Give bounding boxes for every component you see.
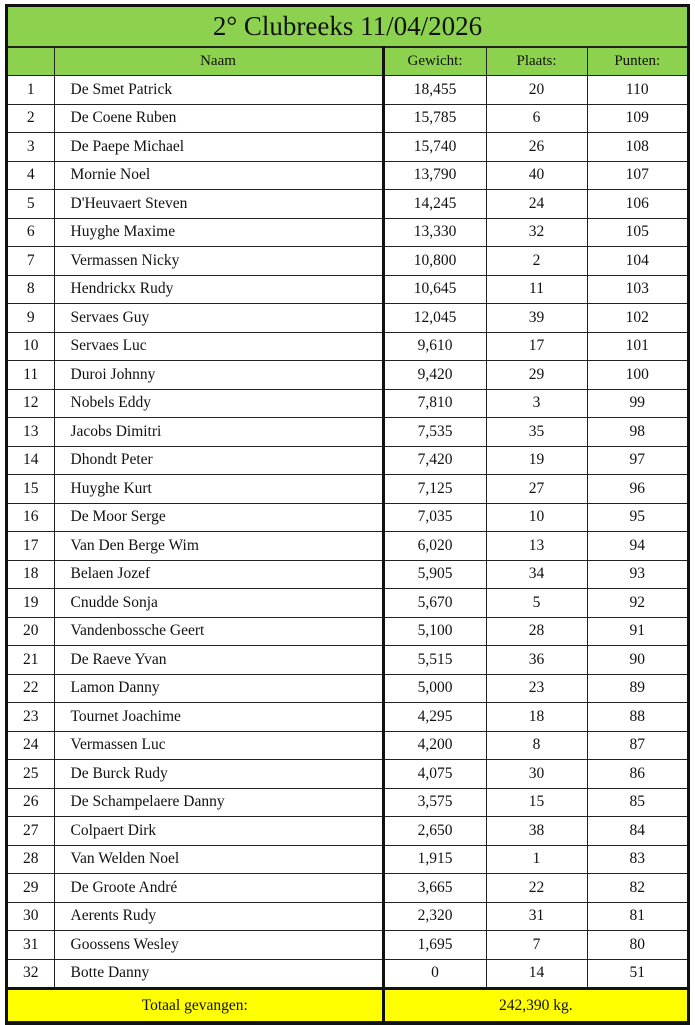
table-row <box>8 76 687 105</box>
place-cell: 30 <box>486 760 587 789</box>
rank-cell: 31 <box>8 931 54 960</box>
points-cell: 81 <box>587 902 687 931</box>
rank-cell: 5 <box>8 190 54 219</box>
name-cell: Colpaert Dirk <box>54 817 383 846</box>
rank-cell: 27 <box>8 817 54 846</box>
table-row <box>8 446 687 475</box>
name-cell: Tournet Joachime <box>54 703 383 732</box>
weight-cell: 4,075 <box>383 760 486 789</box>
rank-cell: 1 <box>8 76 54 105</box>
weight-cell: 1,915 <box>383 845 486 874</box>
place-cell: 15 <box>486 788 587 817</box>
points-cell: 90 <box>587 646 687 675</box>
place-cell: 24 <box>486 190 587 219</box>
place-cell: 2 <box>486 247 587 276</box>
points-cell: 87 <box>587 731 687 760</box>
table-row <box>8 161 687 190</box>
weight-cell: 7,125 <box>383 475 486 504</box>
name-cell: Van Welden Noel <box>54 845 383 874</box>
points-cell: 92 <box>587 589 687 618</box>
weight-cell: 1,695 <box>383 931 486 960</box>
place-cell: 8 <box>486 731 587 760</box>
table-row <box>8 959 687 989</box>
name-cell: D'Heuvaert Steven <box>54 190 383 219</box>
place-cell: 23 <box>486 674 587 703</box>
weight-cell: 4,295 <box>383 703 486 732</box>
place-cell: 19 <box>486 446 587 475</box>
place-cell: 28 <box>486 617 587 646</box>
weight-cell: 2,320 <box>383 902 486 931</box>
table-row <box>8 674 687 703</box>
column-header-row <box>8 47 687 76</box>
table-row <box>8 931 687 960</box>
name-cell: De Raeve Yvan <box>54 646 383 675</box>
name-cell: Mornie Noel <box>54 161 383 190</box>
total-row <box>8 989 687 1022</box>
rank-cell: 15 <box>8 475 54 504</box>
rank-cell: 14 <box>8 446 54 475</box>
table-row <box>8 275 687 304</box>
place-cell: 20 <box>486 76 587 105</box>
points-cell: 101 <box>587 332 687 361</box>
points-cell: 105 <box>587 218 687 247</box>
name-cell: Huyghe Maxime <box>54 218 383 247</box>
points-cell: 85 <box>587 788 687 817</box>
place-cell: 7 <box>486 931 587 960</box>
weight-cell: 9,420 <box>383 361 486 390</box>
weight-cell: 18,455 <box>383 76 486 105</box>
weight-cell: 3,665 <box>383 874 486 903</box>
results-body <box>8 76 687 989</box>
rank-cell: 20 <box>8 617 54 646</box>
rank-cell: 17 <box>8 532 54 561</box>
name-cell: Jacobs Dimitri <box>54 418 383 447</box>
weight-cell: 2,650 <box>383 817 486 846</box>
place-cell: 10 <box>486 503 587 532</box>
place-cell: 40 <box>486 161 587 190</box>
weight-cell: 10,645 <box>383 275 486 304</box>
rank-cell: 32 <box>8 959 54 989</box>
place-cell: 1 <box>486 845 587 874</box>
rank-cell: 6 <box>8 218 54 247</box>
place-cell: 11 <box>486 275 587 304</box>
rank-cell: 21 <box>8 646 54 675</box>
place-cell: 38 <box>486 817 587 846</box>
name-cell: De Smet Patrick <box>54 76 383 105</box>
table-row <box>8 218 687 247</box>
rank-cell: 29 <box>8 874 54 903</box>
table-row <box>8 589 687 618</box>
points-cell: 89 <box>587 674 687 703</box>
place-cell: 31 <box>486 902 587 931</box>
table-row <box>8 190 687 219</box>
points-cell: 95 <box>587 503 687 532</box>
total-label: Totaal gevangen: <box>8 989 383 1022</box>
table-row <box>8 703 687 732</box>
points-cell: 104 <box>587 247 687 276</box>
weight-cell: 13,790 <box>383 161 486 190</box>
points-cell: 93 <box>587 560 687 589</box>
name-cell: Aerents Rudy <box>54 902 383 931</box>
table-row <box>8 902 687 931</box>
rank-cell: 28 <box>8 845 54 874</box>
place-cell: 32 <box>486 218 587 247</box>
table-row <box>8 503 687 532</box>
table-row <box>8 788 687 817</box>
table-row <box>8 475 687 504</box>
points-cell: 96 <box>587 475 687 504</box>
points-cell: 82 <box>587 874 687 903</box>
weight-cell: 7,420 <box>383 446 486 475</box>
name-cell: Van Den Berge Wim <box>54 532 383 561</box>
name-cell: De Paepe Michael <box>54 133 383 162</box>
rank-cell: 30 <box>8 902 54 931</box>
name-cell: Dhondt Peter <box>54 446 383 475</box>
place-cell: 22 <box>486 874 587 903</box>
total-value: 242,390 kg. <box>383 989 687 1022</box>
points-cell: 102 <box>587 304 687 333</box>
points-cell: 97 <box>587 446 687 475</box>
place-cell: 39 <box>486 304 587 333</box>
weight-cell: 7,535 <box>383 418 486 447</box>
points-cell: 107 <box>587 161 687 190</box>
column-header-naam: Naam <box>54 47 383 76</box>
name-cell: Servaes Guy <box>54 304 383 333</box>
points-cell: 83 <box>587 845 687 874</box>
rank-cell: 24 <box>8 731 54 760</box>
weight-cell: 7,035 <box>383 503 486 532</box>
weight-cell: 5,905 <box>383 560 486 589</box>
place-cell: 34 <box>486 560 587 589</box>
table-row <box>8 532 687 561</box>
weight-cell: 5,000 <box>383 674 486 703</box>
points-cell: 100 <box>587 361 687 390</box>
table-row <box>8 731 687 760</box>
name-cell: Vermassen Nicky <box>54 247 383 276</box>
place-cell: 18 <box>486 703 587 732</box>
table-row <box>8 874 687 903</box>
weight-cell: 13,330 <box>383 218 486 247</box>
points-cell: 109 <box>587 104 687 133</box>
results-sheet <box>5 4 690 1025</box>
weight-cell: 7,810 <box>383 389 486 418</box>
column-header-rank <box>8 47 54 76</box>
place-cell: 36 <box>486 646 587 675</box>
place-cell: 29 <box>486 361 587 390</box>
points-cell: 51 <box>587 959 687 989</box>
name-cell: Goossens Wesley <box>54 931 383 960</box>
points-cell: 84 <box>587 817 687 846</box>
weight-cell: 5,670 <box>383 589 486 618</box>
name-cell: Servaes Luc <box>54 332 383 361</box>
place-cell: 35 <box>486 418 587 447</box>
table-row <box>8 760 687 789</box>
name-cell: Cnudde Sonja <box>54 589 383 618</box>
place-cell: 5 <box>486 589 587 618</box>
weight-cell: 6,020 <box>383 532 486 561</box>
weight-cell: 3,575 <box>383 788 486 817</box>
name-cell: Belaen Jozef <box>54 560 383 589</box>
weight-cell: 0 <box>383 959 486 989</box>
rank-cell: 8 <box>8 275 54 304</box>
rank-cell: 26 <box>8 788 54 817</box>
points-cell: 108 <box>587 133 687 162</box>
weight-cell: 14,245 <box>383 190 486 219</box>
points-cell: 110 <box>587 76 687 105</box>
column-header-punten: Punten: <box>587 47 687 76</box>
rank-cell: 18 <box>8 560 54 589</box>
place-cell: 27 <box>486 475 587 504</box>
rank-cell: 11 <box>8 361 54 390</box>
place-cell: 13 <box>486 532 587 561</box>
column-header-gewicht: Gewicht: <box>383 47 486 76</box>
points-cell: 106 <box>587 190 687 219</box>
place-cell: 26 <box>486 133 587 162</box>
points-cell: 80 <box>587 931 687 960</box>
table-row <box>8 133 687 162</box>
rank-cell: 7 <box>8 247 54 276</box>
name-cell: Duroi Johnny <box>54 361 383 390</box>
points-cell: 94 <box>587 532 687 561</box>
table-row <box>8 389 687 418</box>
weight-cell: 12,045 <box>383 304 486 333</box>
rank-cell: 10 <box>8 332 54 361</box>
rank-cell: 22 <box>8 674 54 703</box>
name-cell: Lamon Danny <box>54 674 383 703</box>
table-row <box>8 845 687 874</box>
rank-cell: 3 <box>8 133 54 162</box>
name-cell: De Coene Ruben <box>54 104 383 133</box>
table-row <box>8 560 687 589</box>
name-cell: Huyghe Kurt <box>54 475 383 504</box>
name-cell: Nobels Eddy <box>54 389 383 418</box>
name-cell: Hendrickx Rudy <box>54 275 383 304</box>
points-cell: 88 <box>587 703 687 732</box>
name-cell: Vermassen Luc <box>54 731 383 760</box>
table-row <box>8 247 687 276</box>
rank-cell: 25 <box>8 760 54 789</box>
place-cell: 14 <box>486 959 587 989</box>
name-cell: Botte Danny <box>54 959 383 989</box>
weight-cell: 15,740 <box>383 133 486 162</box>
page-title: 2° Clubreeks 11/04/2026 <box>8 7 687 47</box>
results-table <box>8 7 687 1022</box>
table-row <box>8 617 687 646</box>
rank-cell: 2 <box>8 104 54 133</box>
rank-cell: 19 <box>8 589 54 618</box>
points-cell: 103 <box>587 275 687 304</box>
weight-cell: 9,610 <box>383 332 486 361</box>
name-cell: Vandenbossche Geert <box>54 617 383 646</box>
place-cell: 17 <box>486 332 587 361</box>
table-row <box>8 304 687 333</box>
name-cell: De Groote André <box>54 874 383 903</box>
title-row <box>8 7 687 47</box>
points-cell: 99 <box>587 389 687 418</box>
weight-cell: 4,200 <box>383 731 486 760</box>
weight-cell: 15,785 <box>383 104 486 133</box>
points-cell: 91 <box>587 617 687 646</box>
points-cell: 98 <box>587 418 687 447</box>
column-header-plaats: Plaats: <box>486 47 587 76</box>
points-cell: 86 <box>587 760 687 789</box>
rank-cell: 4 <box>8 161 54 190</box>
table-row <box>8 104 687 133</box>
name-cell: De Schampelaere Danny <box>54 788 383 817</box>
table-row <box>8 361 687 390</box>
rank-cell: 12 <box>8 389 54 418</box>
name-cell: De Burck Rudy <box>54 760 383 789</box>
rank-cell: 9 <box>8 304 54 333</box>
name-cell: De Moor Serge <box>54 503 383 532</box>
weight-cell: 10,800 <box>383 247 486 276</box>
table-row <box>8 332 687 361</box>
place-cell: 6 <box>486 104 587 133</box>
rank-cell: 13 <box>8 418 54 447</box>
place-cell: 3 <box>486 389 587 418</box>
rank-cell: 23 <box>8 703 54 732</box>
weight-cell: 5,100 <box>383 617 486 646</box>
table-row <box>8 817 687 846</box>
rank-cell: 16 <box>8 503 54 532</box>
table-row <box>8 646 687 675</box>
table-row <box>8 418 687 447</box>
weight-cell: 5,515 <box>383 646 486 675</box>
